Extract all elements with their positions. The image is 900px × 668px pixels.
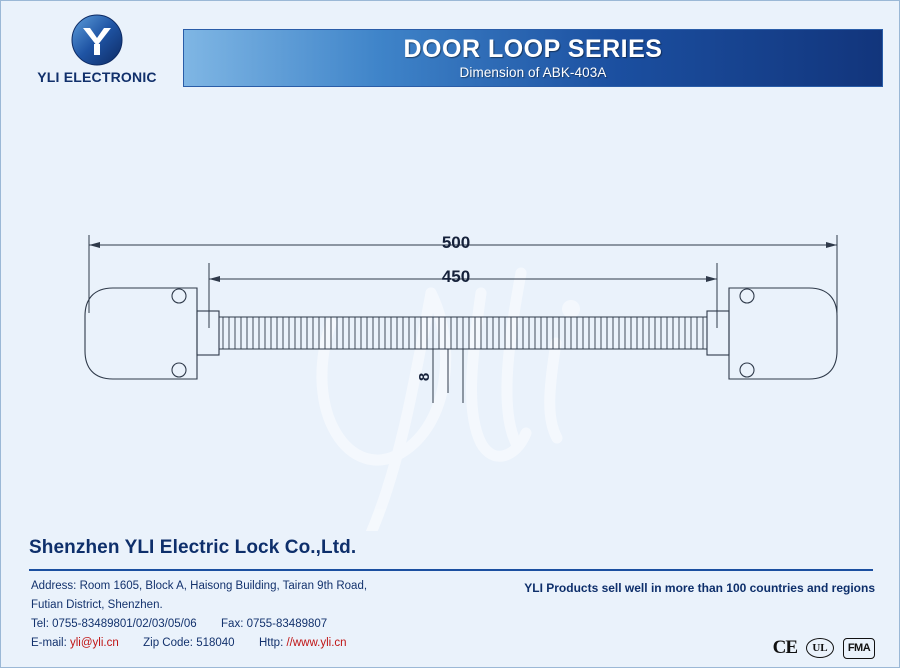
company-logo <box>17 13 177 93</box>
company-name: Shenzhen YLI Electric Lock Co.,Ltd. <box>29 537 357 558</box>
email-row <box>31 634 367 653</box>
contact-info <box>31 577 367 653</box>
email-address[interactable]: yli@yli.cn <box>69 637 119 649</box>
address-line-2: Futian District, Shenzhen. <box>31 599 163 611</box>
ce-mark-icon: CE <box>772 637 797 658</box>
watermark-yli <box>306 273 580 531</box>
certification-marks <box>773 637 875 659</box>
ul-mark-icon: UL <box>806 638 834 658</box>
technical-drawing <box>1 113 900 531</box>
flexible-loop-tube <box>219 317 707 349</box>
email-label: E-mail: <box>31 637 67 649</box>
address-line-1: Address: Room 1605, Block A, Haisong Building, Tairan 9th Road, <box>31 580 368 592</box>
company-logo-text: YLI ELECTRONIC <box>37 69 157 85</box>
telephone: Tel: 0755-83489801/02/03/05/06 <box>31 618 197 630</box>
website-label: Http: <box>258 637 284 649</box>
fax: Fax: 0755-83489807 <box>221 618 328 630</box>
page-title: DOOR LOOP SERIES <box>403 35 663 63</box>
dimension-8-label: 8 <box>416 372 433 382</box>
marketing-slogan: YLI Products sell well in more than 100 countries and regions <box>524 581 875 595</box>
page-header <box>1 1 900 113</box>
left-collar <box>197 311 219 355</box>
fm-approved-mark-icon: FMA <box>843 638 875 659</box>
phone-row <box>31 615 367 634</box>
zip-code: Zip Code: 518040 <box>143 637 235 649</box>
website-url[interactable]: //www.yli.cn <box>286 637 347 649</box>
right-collar <box>707 311 729 355</box>
left-mounting-plate <box>85 288 197 379</box>
right-mounting-plate <box>729 288 837 379</box>
dimension-500-label: 500 <box>441 233 471 252</box>
page-footer <box>1 529 900 667</box>
yli-y-logo-icon <box>70 13 124 67</box>
footer-divider <box>29 569 873 571</box>
title-banner <box>183 29 883 87</box>
page-subtitle: Dimension of ABK-403A <box>459 65 607 80</box>
dimension-450-label: 450 <box>441 267 471 286</box>
